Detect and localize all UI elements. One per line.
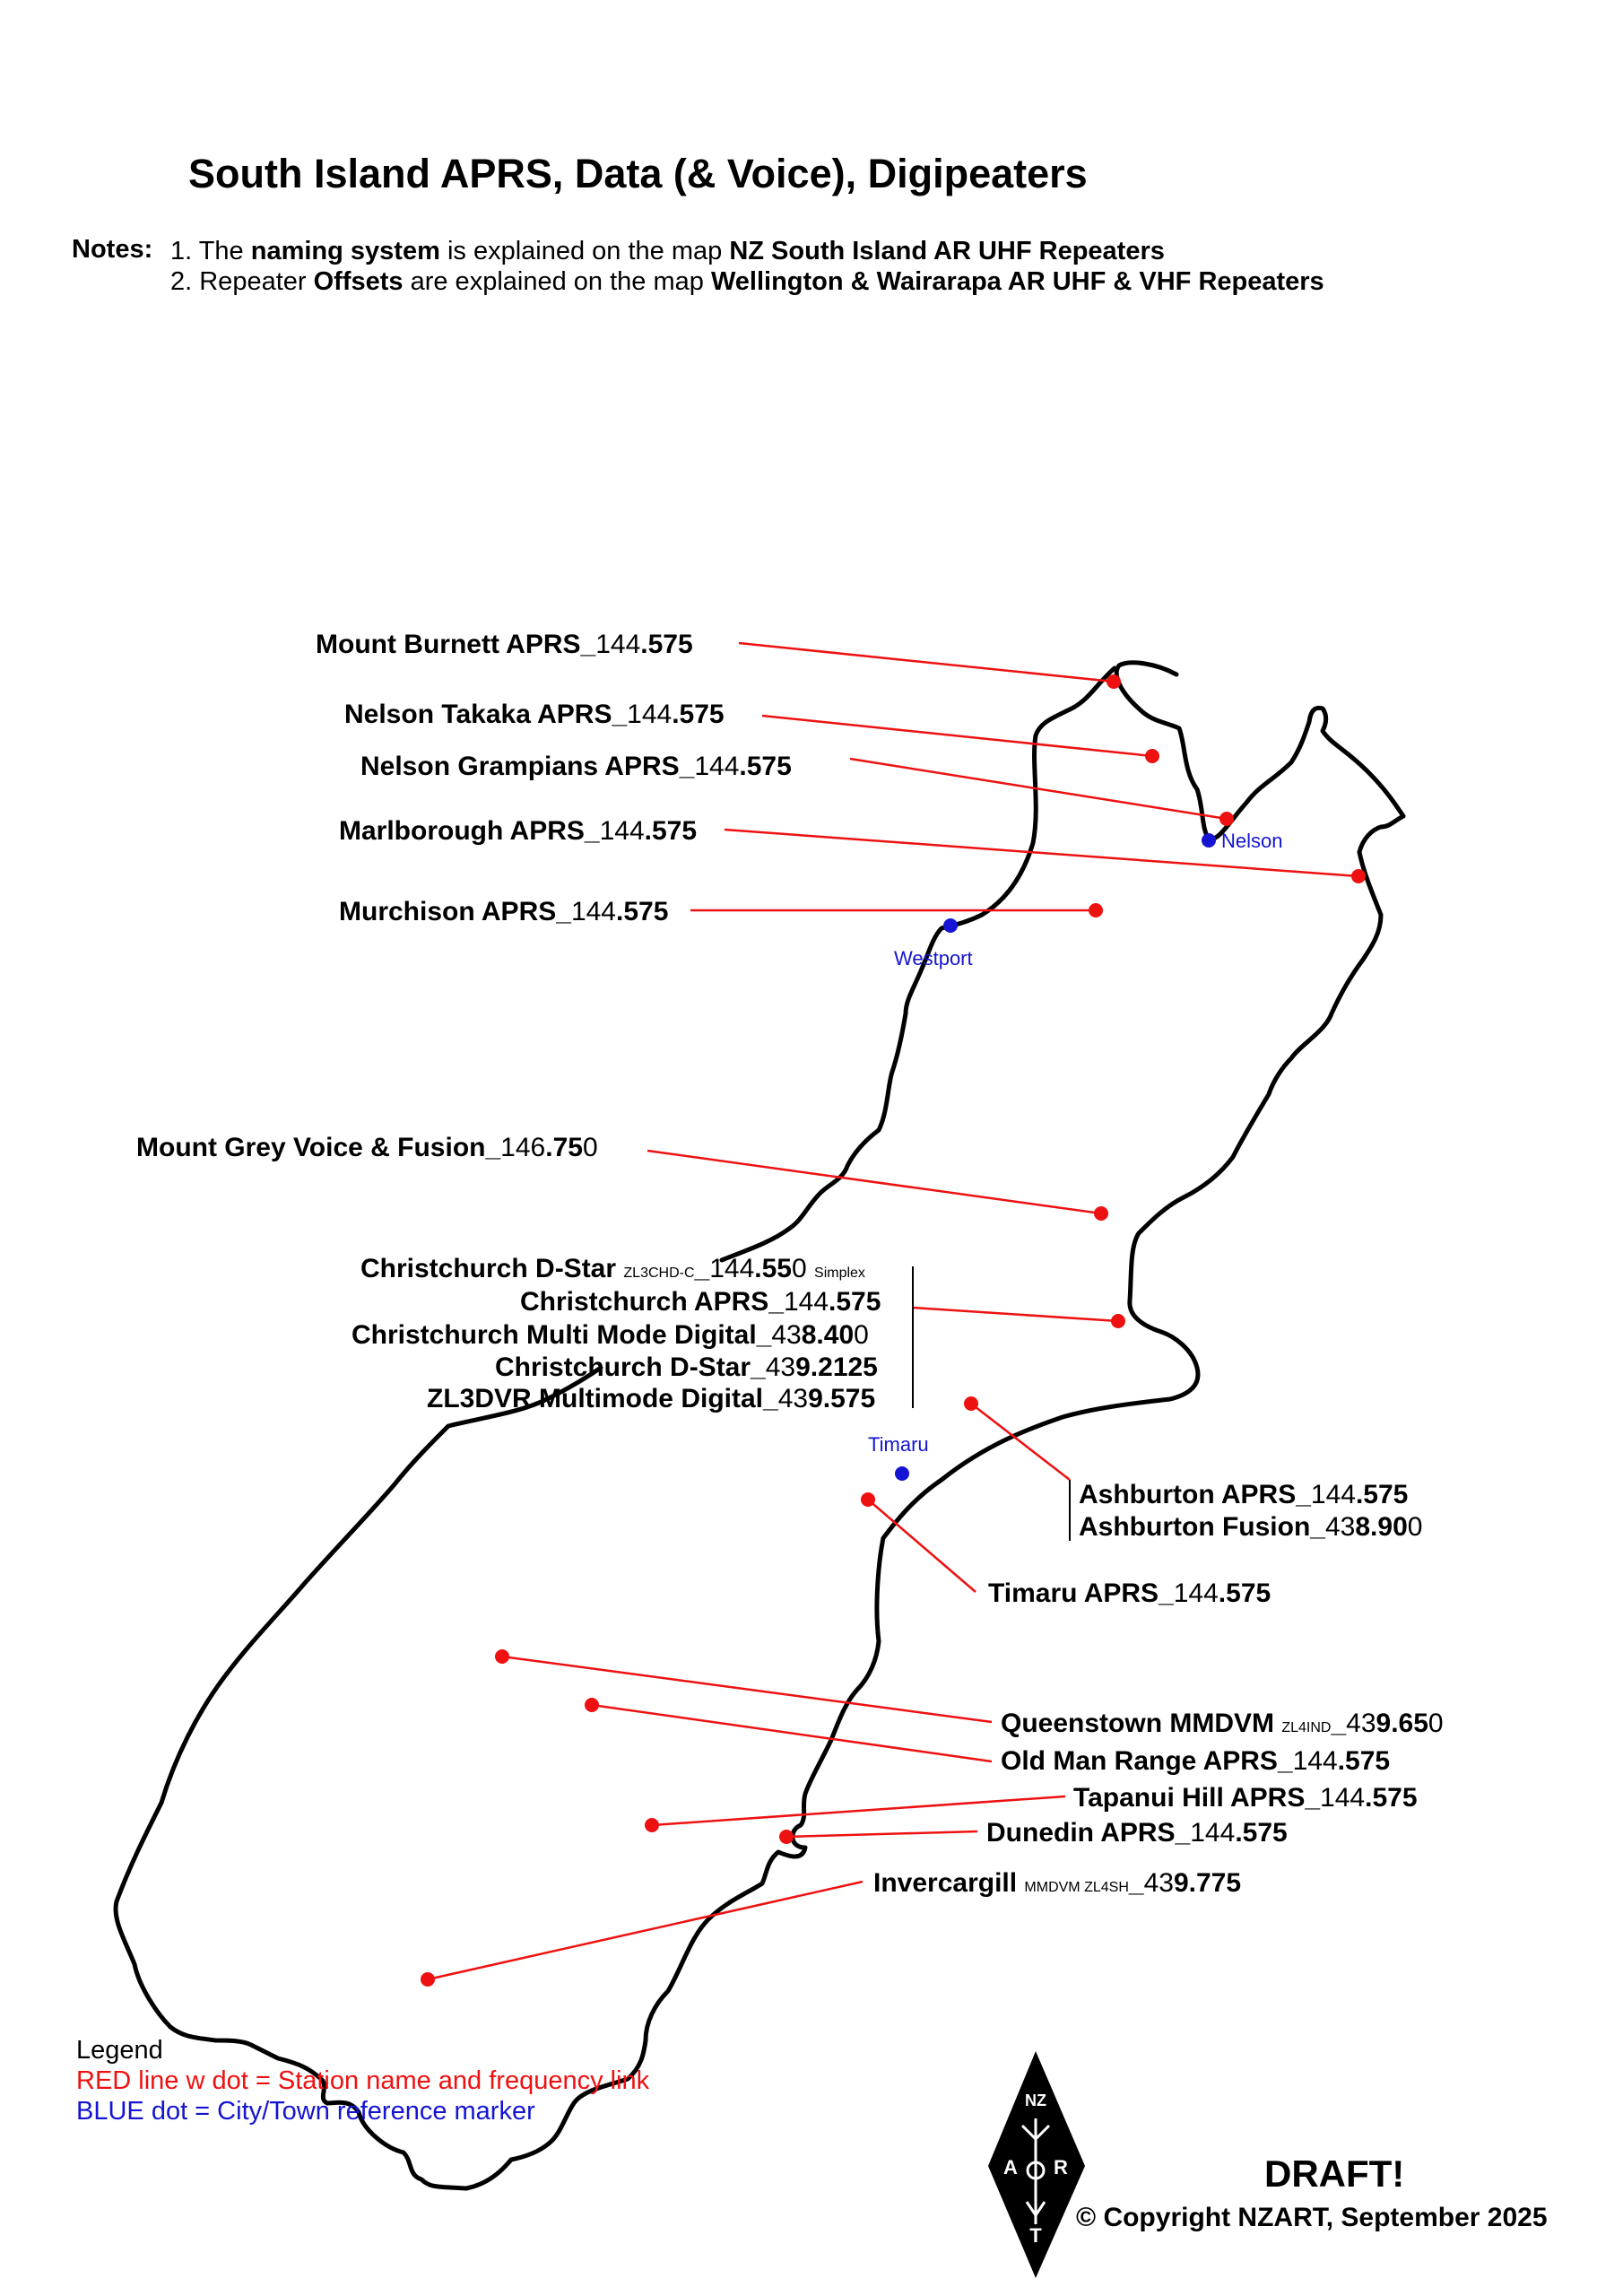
label-mount-burnett: Mount Burnett APRS_144.575: [316, 630, 693, 659]
station-dot-mount-grey: [1094, 1206, 1108, 1221]
label-chc-aprs: Christchurch APRS_144.575: [520, 1287, 881, 1317]
station-dot-marlborough: [1351, 869, 1366, 883]
station-dot-dunedin: [779, 1830, 794, 1844]
page-title: South Island APRS, Data (& Voice), Digipeaters: [188, 151, 1088, 196]
label-old-man-range: Old Man Range APRS_144.575: [1001, 1746, 1391, 1776]
label-dunedin: Dunedin APRS_144.575: [986, 1818, 1288, 1848]
label-tapanui: Tapanui Hill APRS_144.575: [1073, 1783, 1418, 1813]
link-line-ashburton: [971, 1404, 1070, 1480]
city-dot-westport: [943, 918, 958, 933]
station-dot-queenstown: [495, 1649, 509, 1664]
city-label-westport: Westport: [894, 947, 973, 970]
link-line-mount-burnett: [739, 643, 1114, 682]
label-chc-dstar-2: Christchurch D-Star_439.2125: [495, 1352, 878, 1382]
note-2: 2. Repeater Offsets are explained on the map Wellington & Wairarapa AR UHF & VHF Repeaters: [170, 267, 1324, 296]
logo-letter-a: A: [1003, 2156, 1018, 2179]
link-line-nelson-grampians: [850, 759, 1227, 819]
label-timaru: Timaru APRS_144.575: [988, 1578, 1271, 1608]
label-zl3dvr: ZL3DVR Multimode Digital_439.575: [427, 1384, 876, 1413]
station-dot-nelson-grampians: [1219, 812, 1234, 826]
link-line-nelson-takaka: [762, 716, 1152, 756]
coastline: [116, 663, 1403, 2188]
label-chc-dstar: Christchurch D-Star ZL3CHD-C_144.550 Simplex: [360, 1254, 865, 1283]
label-ashburton-fusion: Ashburton Fusion_438.900: [1079, 1512, 1423, 1542]
copyright: © Copyright NZART, September 2025: [1076, 2203, 1548, 2232]
legend-red: RED line w dot = Station name and frequency link: [76, 2066, 650, 2095]
station-dot-tapanui: [645, 1818, 659, 1832]
draft-mark: DRAFT!: [1264, 2152, 1405, 2195]
station-dot-ashburton: [964, 1396, 978, 1411]
city-dot-nelson: [1202, 833, 1216, 848]
label-ashburton-aprs: Ashburton APRS_144.575: [1079, 1480, 1409, 1509]
station-dot-old-man-range: [585, 1698, 599, 1712]
city-dot-timaru: [895, 1466, 909, 1481]
link-line-chc: [913, 1308, 1118, 1321]
label-mount-grey: Mount Grey Voice & Fusion_146.750: [136, 1133, 598, 1162]
station-dot-nelson-takaka: [1145, 749, 1159, 763]
label-chc-multimode: Christchurch Multi Mode Digital_438.400: [352, 1320, 869, 1350]
city-label-nelson: Nelson: [1221, 830, 1283, 852]
label-nelson-grampians: Nelson Grampians APRS_144.575: [360, 752, 792, 781]
legend-title: Legend: [76, 2036, 163, 2065]
link-line-timaru: [868, 1500, 976, 1592]
station-dot-mount-burnett: [1107, 674, 1121, 689]
city-label-timaru: Timaru: [868, 1433, 929, 1456]
label-murchison: Murchison APRS_144.575: [339, 897, 669, 926]
station-dot-chc: [1111, 1314, 1125, 1328]
label-invercargill: Invercargill MMDVM ZL4SH_439.775: [873, 1868, 1242, 1898]
link-line-invercargill: [428, 1882, 863, 1979]
link-line-queenstown: [502, 1657, 992, 1722]
link-line-mount-grey: [647, 1151, 1101, 1213]
link-line-dunedin: [786, 1831, 977, 1837]
logo-letter-nz: NZ: [1025, 2092, 1046, 2109]
nzart-logo: [988, 2051, 1085, 2278]
station-dot-timaru: [861, 1492, 875, 1507]
station-dot-invercargill: [421, 1972, 435, 1987]
note-1: 1. The naming system is explained on the map NZ South Island AR UHF Repeaters: [170, 237, 1165, 265]
logo-letter-t: T: [1029, 2224, 1042, 2247]
city-markers: [895, 833, 1216, 1481]
station-dot-murchison: [1089, 903, 1103, 918]
label-marlborough: Marlborough APRS_144.575: [339, 816, 698, 846]
logo-letter-r: R: [1054, 2156, 1068, 2179]
label-nelson-takaka: Nelson Takaka APRS_144.575: [344, 700, 725, 729]
legend-blue: BLUE dot = City/Town reference marker: [76, 2097, 535, 2126]
label-queenstown: Queenstown MMDVM ZL4IND_439.650: [1001, 1709, 1444, 1738]
notes-label: Notes:: [72, 235, 153, 264]
